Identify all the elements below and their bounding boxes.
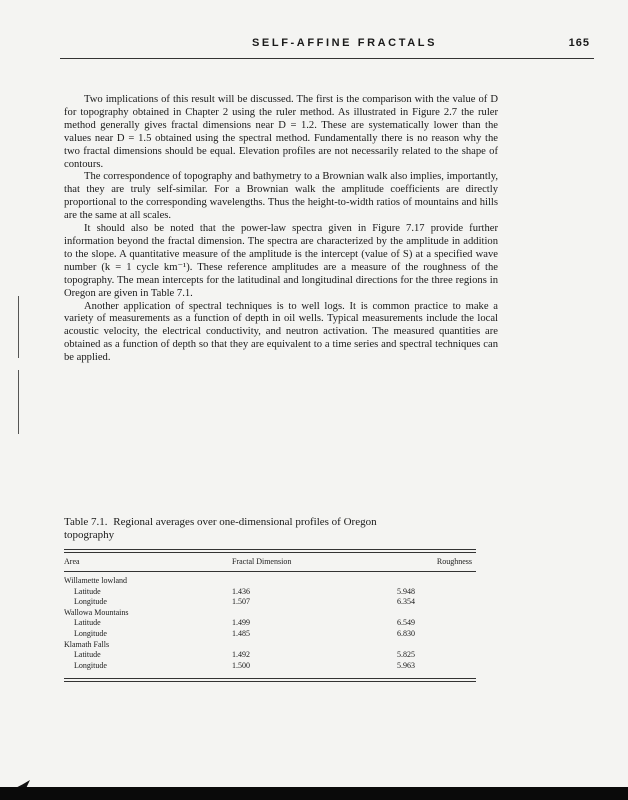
- direction-cell: Latitude: [74, 650, 101, 660]
- roughness-cell: 6.830: [397, 628, 415, 638]
- roughness-cell: 5.963: [397, 660, 415, 670]
- fractal-dimension-cell: 1.436: [232, 586, 250, 596]
- table-row: [64, 597, 476, 608]
- running-title: SELF-AFFINE FRACTALS: [252, 37, 438, 49]
- table-row: [64, 618, 476, 629]
- table-rule: [64, 678, 476, 679]
- table-row: [64, 629, 476, 640]
- fractal-dimension-cell: 1.485: [232, 628, 250, 638]
- direction-cell: Latitude: [74, 586, 101, 596]
- roughness-cell: 5.825: [397, 650, 415, 660]
- direction-cell: Longitude: [74, 660, 107, 670]
- header-rule: [60, 58, 594, 59]
- column-header-fractal-dimension: Fractal Dimension: [232, 557, 292, 566]
- table-region-row: [64, 608, 476, 619]
- table-row: [64, 661, 476, 672]
- fractal-dimension-cell: 1.507: [232, 597, 250, 607]
- table-row: [64, 650, 476, 661]
- table-rule: [64, 681, 476, 682]
- region-name: Willamette lowland: [64, 576, 127, 585]
- region-name: Klamath Falls: [64, 639, 110, 649]
- page-bottom-edge: [0, 787, 628, 800]
- roughness-cell: 5.948: [397, 586, 415, 596]
- column-header-area: Area: [64, 557, 80, 566]
- margin-bar: [18, 296, 19, 358]
- table-caption-text: Regional averages over one-dimensional profiles of Oregon topography: [64, 516, 377, 541]
- paragraph-2: The correspondence of topography and bathymetry to a Brownian walk also implies, importantly, that they are truly self-similar. For a Brownian walk the amplitude coefficients are directly proportional to the corresponding wavelengths. Thus the height-to-width ratios of mountains and hills are the same at all scales.: [64, 171, 498, 222]
- table-rule: [64, 571, 476, 572]
- fractal-dimension-cell: 1.500: [232, 660, 250, 670]
- body-text: [64, 94, 498, 365]
- table-rule: [64, 549, 476, 550]
- table-region-row: [64, 576, 476, 587]
- roughness-cell: 6.354: [397, 597, 415, 607]
- table-caption-label: Table 7.1.: [64, 516, 108, 528]
- paragraph-1: Two implications of this result will be discussed. The first is the comparison with the value of D for topography obtained in Chapter 2 using the ruler method. As illustrated in Figure 2.7 the ruler method generally gives fractal dimensions near D = 1.2. These are systematically lower than the values near D = 1.5 obtained using the spectral method. Fundamentally there is no reason why the two fractal dimensions should be equal. Elevation profiles are not necessarily related to the shape of contours.: [64, 94, 498, 170]
- margin-bar: [18, 370, 19, 434]
- paragraph-4: Another application of spectral techniques is to well logs. It is common practice to make a variety of measurements as a function of depth in oil wells. Typical measurements include the local acoustic velocity, the electrical conductivity, and neutron activation. The measured quantities are obtained as a function of depth so that they are equivalent to a time series and spectral techniques can be applied.: [64, 300, 498, 364]
- table-row: [64, 587, 476, 598]
- direction-cell: Latitude: [74, 618, 101, 628]
- running-head: [62, 37, 592, 51]
- fractal-dimension-cell: 1.492: [232, 650, 250, 660]
- direction-cell: Longitude: [74, 628, 107, 638]
- table-header-row: [64, 555, 476, 568]
- page-number: 165: [568, 37, 590, 49]
- table-rule: [64, 552, 476, 553]
- column-header-roughness: Roughness: [436, 557, 472, 566]
- paragraph-3: It should also be noted that the power-law spectra given in Figure 7.17 provide further information beyond the fractal dimension. The spectra are characterized by the amplitude in addition to the slope. A quantitative measure of the amplitude is the intercept (value of S) at a specified wave number (k = 1 cycle km⁻¹). These reference amplitudes are a measure of the roughness of the topography. The mean intercepts for the latitudinal and longitudinal directions for the three regions in Oregon are given in Table 7.1.: [64, 223, 498, 299]
- table-region-row: [64, 640, 476, 651]
- fractal-dimension-cell: 1.499: [232, 618, 250, 628]
- roughness-cell: 6.549: [397, 618, 415, 628]
- table-7-1: [64, 516, 476, 682]
- region-name: Wallowa Mountains: [64, 607, 129, 617]
- table-caption: [64, 516, 424, 542]
- direction-cell: Longitude: [74, 597, 107, 607]
